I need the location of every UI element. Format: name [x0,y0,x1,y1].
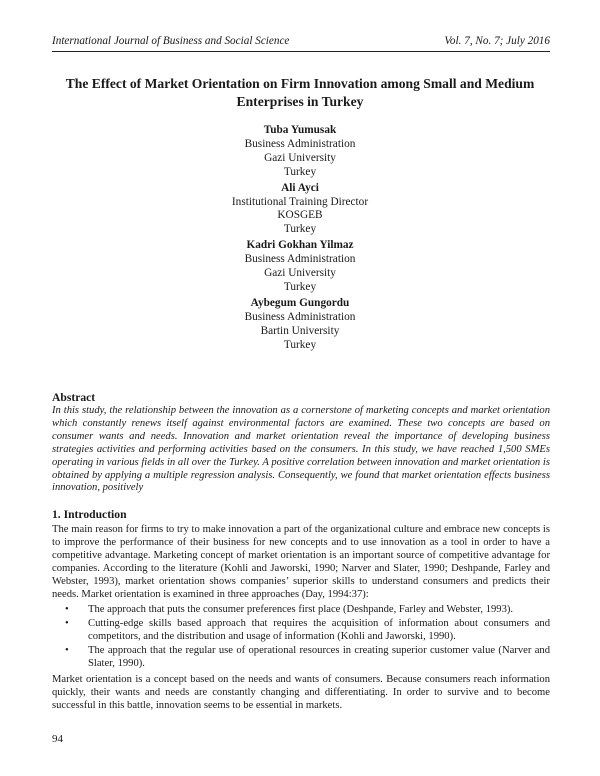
author-name: Ali Ayci [281,181,319,194]
page-number: 94 [52,733,63,745]
author-affiliation-line: Business Administration [244,253,356,266]
author-affiliation-line: Turkey [283,223,317,236]
introduction-heading: 1. Introduction [52,508,127,521]
bullet-icon: • [65,617,69,629]
author-affiliation-line: Turkey [283,280,317,293]
issue-info: Vol. 7, No. 7; July 2016 [444,35,550,47]
bullet-icon: • [65,644,69,656]
list-item [52,604,550,617]
author-affiliation-line: Business Administration [244,310,356,323]
author-affiliation-line: Turkey [283,338,317,351]
introduction-paragraph-2: Market orientation is a concept based on the needs and wants of consumers. Because consumers reach information quickly, their wants and needs are constantly changing and differentiating. In order to survive and to become successful in this battle, innovation seems to be essential in markets. [52,674,550,711]
abstract-text: In this study, the relationship between the innovation as a cornerstone of marketing concepts and market orientation which constantly renews itself against environmental factors are examined. These two concepts are based on consumer wants and needs. Innovation and market orientation reveal the importance of developing business strategies activities and performing activities based on the consumers. In this study, we have reached 1,500 SMEs operating in various fields in all over the Turkey. A positive correlation between innovation and market orientation is obtained by applying a multiple regression analysis. Consequently, we found that market orientation effects business innovation, positively [52,405,550,494]
author [150,297,450,353]
author-affiliation-line: KOSGEB [277,209,323,222]
author-affiliation-line: Gazi University [264,151,336,164]
list-item [52,618,550,644]
abstract-heading: Abstract [52,391,96,404]
author [150,124,450,180]
bullet-icon: • [65,604,69,615]
list-item-text: The approach that the regular use of operational resources in creating superior customer value (Narver and Slater, 1990). [88,644,550,669]
list-item [52,645,550,671]
journal-name: International Journal of Business and Social Science [52,35,290,47]
author-affiliation-line: Institutional Training Director [231,195,369,208]
paper-title: The Effect of Market Orientation on Firm Innovation among Small and Medium Enterprises in Turkey [65,76,535,109]
list-item-text: Cutting-edge skills based approach that requires the acquisition of information about consumers and competitors, and the distribution and usage of information (Kohli and Jaworski, 1990). [88,617,550,642]
approach-list [52,604,550,672]
author-affiliation-line: Business Administration [244,137,356,150]
author [150,182,450,238]
introduction-paragraph-1: The main reason for firms to try to make innovation a part of the organizational culture and embrace new concepts is to improve the performance of their business for new concepts and to use innovation as a tool in order to have a competitive advantage. Marketing concept of market orientation is an important source of competitive advantage for companies. According to the literature (Kohli and Jaworski, 1990; Narver and Slater, 1990; Deshpande, Farley and Webster, 1993), market orientation shows companies’ superior skills to understand consumers and predicts their needs. Market orientation is examined in three approaches (Day, 1994:37): [52,524,550,600]
author-affiliation-line: Gazi University [264,267,336,280]
author-affiliation-line: Turkey [283,165,317,178]
author-name: Aybegum Gungordu [250,296,350,309]
running-header [52,35,550,52]
author-name: Kadri Gokhan Yilmaz [246,239,354,252]
author-name: Tuba Yumusak [263,124,337,136]
list-item-text: The approach that puts the consumer preferences first place (Deshpande, Farley and Webster, 1993). [88,604,514,615]
author-block [150,124,450,355]
author-affiliation-line: Bartin University [260,324,340,337]
author [150,239,450,295]
